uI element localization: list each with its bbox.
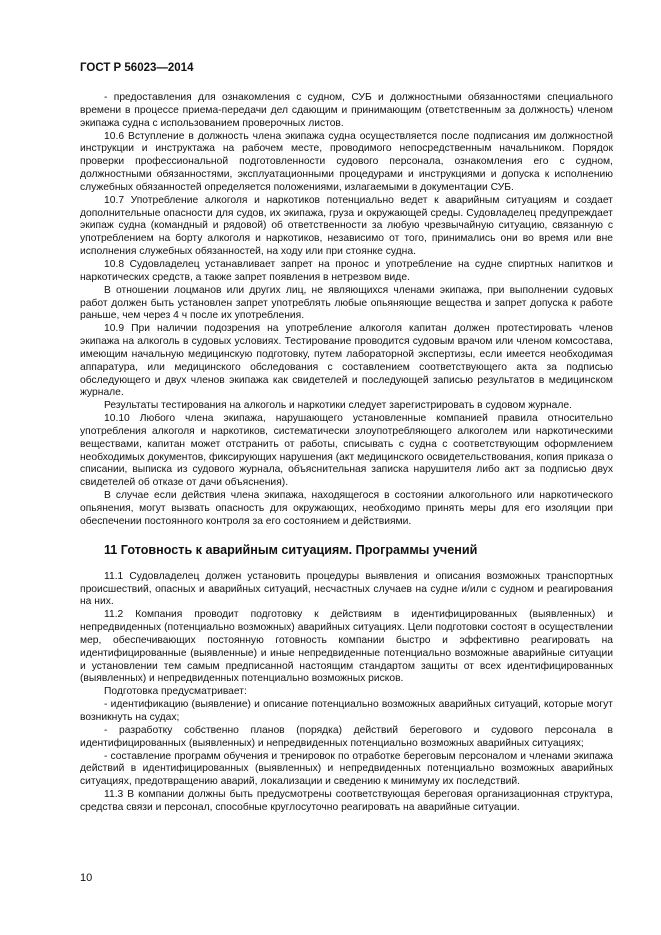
paragraph: 10.9 При наличии подозрения на употребление алкоголя капитан должен протестировать членов экипажа на алкоголь в судовых условиях. Тестирование проводится судовым врачом или членом комсостава, имеющим начальную медицинскую подготовку, путем лабораторной экспертизы, если имеется необходимая аппаратура, или медицинского обследования с составлением соответствующего акта за подписью обследующего и двух членов экипажа как свидетелей и последующей записью результатов в медицинском журнале. [80, 323, 613, 399]
paragraph: 11.1 Судовладелец должен установить процедуры выявления и описания возможных транспортных происшествий, опасных и аварийных ситуаций, несчастных случаев на судне и/или с судном и реагирования на них. [80, 570, 613, 608]
paragraph: В случае если действия члена экипажа, находящегося в состоянии алкогольного или наркотического опьянения, могут вызвать опасность для окружающих, необходимо принять меры для его изоляции при обеспечении постоянного контроля за его состоянием и действиями. [80, 490, 613, 527]
paragraph: Результаты тестирования на алкоголь и наркотики следует зарегистрировать в судовом журнале. [104, 400, 572, 412]
paragraph: В отношении лоцманов или других лиц, не являющихся членами экипажа, при выполнении судовых работ должен быть установлен запрет употреблять любые опьяняющие вещества и запрет допуска к работе раньше, чем через 4 ч после их употребления. [80, 284, 613, 322]
standard-header: ГОСТ Р 56023—2014 [80, 62, 194, 74]
paragraph: - предоставления для ознакомления с судном, СУБ и должностными обязанностями специального времени в процессе приема-передачи дел сдающим и принимающим (ответственным за должность) членом экипажа судна с использованием проверочных листов. [80, 92, 613, 129]
paragraph: 10.6 Вступление в должность члена экипажа судна осуществляется после подписания им должностной инструкции и инструктажа на рабочем месте, проводимого непосредственным начальником. Порядок проверки профессиональной подготовленности судового персонала, ознакомления его с судном, должностными обязанностями, эксплуатационными процедурами и инструкциями и допуска к исполнению служебных обязанностей определяется положениями, излагаемыми в документации СУБ. [80, 130, 613, 193]
list-item: - разработку собственно планов (порядка) действий берегового и судового персонала в идентифицированных (выявленных) и непредвиденных потенциально возможных аварийных ситуациях; [80, 724, 613, 749]
paragraph: 10.10 Любого члена экипажа, нарушающего установленные компанией правила относительно употребления алкоголя и наркотиков, систематически злоупотребляющего алкоголем или наркотическими веществами, капитан может отстранить от работы, списывать с судна с соответствующим оформлением необходимых документов, фиксирующих нарушения (акт медицинского освидетельствования, копия приказа о списании, выписка из судового журнала, объяснительная записка нарушителя либо акт за подписью двух свидетелей об отказе от дачи объяснения). [80, 413, 613, 489]
list-item: - составление программ обучения и тренировок по отработке береговым персоналом и членами экипажа действий в идентифицированных (выявленных) и непредвиденных потенциально возможных аварийных ситуациях, предотвращению аварий, локализации и сведению к минимуму их последствий. [80, 750, 613, 788]
section-title: 11 Готовность к аварийным ситуациям. Программы учений [104, 542, 478, 557]
paragraph: 10.8 Судовладелец устанавливает запрет на пронос и употребление на судне спиртных напитков и наркотических средств, а также запрет появления в нетрезвом виде. [80, 258, 613, 283]
paragraph: Подготовка предусматривает: [104, 686, 247, 698]
list-item: - идентификацию (выявление) и описание потенциально возможных аварийных ситуаций, которые могут возникнуть на судах; [80, 699, 613, 723]
body-text [80, 92, 613, 815]
paragraph: 11.2 Компания проводит подготовку к действиям в идентифицированных (выявленных) и непредвиденных (потенциально возможных) аварийных ситуациях. Цели подготовки состоят в осуществлении мер, обеспечивающих постоянную готовность компании быстро и эффективно реагировать на идентифицированные (выявленные) и иные непредвиденные потенциально возможные аварийные ситуации и установлении тем самым предписанной настоящим стандартом защиты от всех идентифицированных (выявленных) и непредвиденных потенциально возможных рисков. [80, 609, 613, 685]
paragraph: 11.3 В компании должны быть предусмотрены соответствующая береговая организационная структура, средства связи и персонал, способные круглосуточно реагировать на аварийные ситуации. [80, 789, 613, 813]
page-number: 10 [80, 872, 93, 884]
paragraph: 10.7 Употребление алкоголя и наркотиков потенциально ведет к аварийным ситуациям и создает дополнительные опасности для судов, их экипажа, груза и окружающей среды. Судовладелец предупреждает экипаж судна (командный и рядовой) об ответственности за любую чрезвычайную ситуацию, связанную с употреблением на борту алкоголя и наркотиков, независимо от того, принимались они во время или вне исполнения служебных обязанностей, на ходу или при стоянке судна. [80, 194, 613, 258]
